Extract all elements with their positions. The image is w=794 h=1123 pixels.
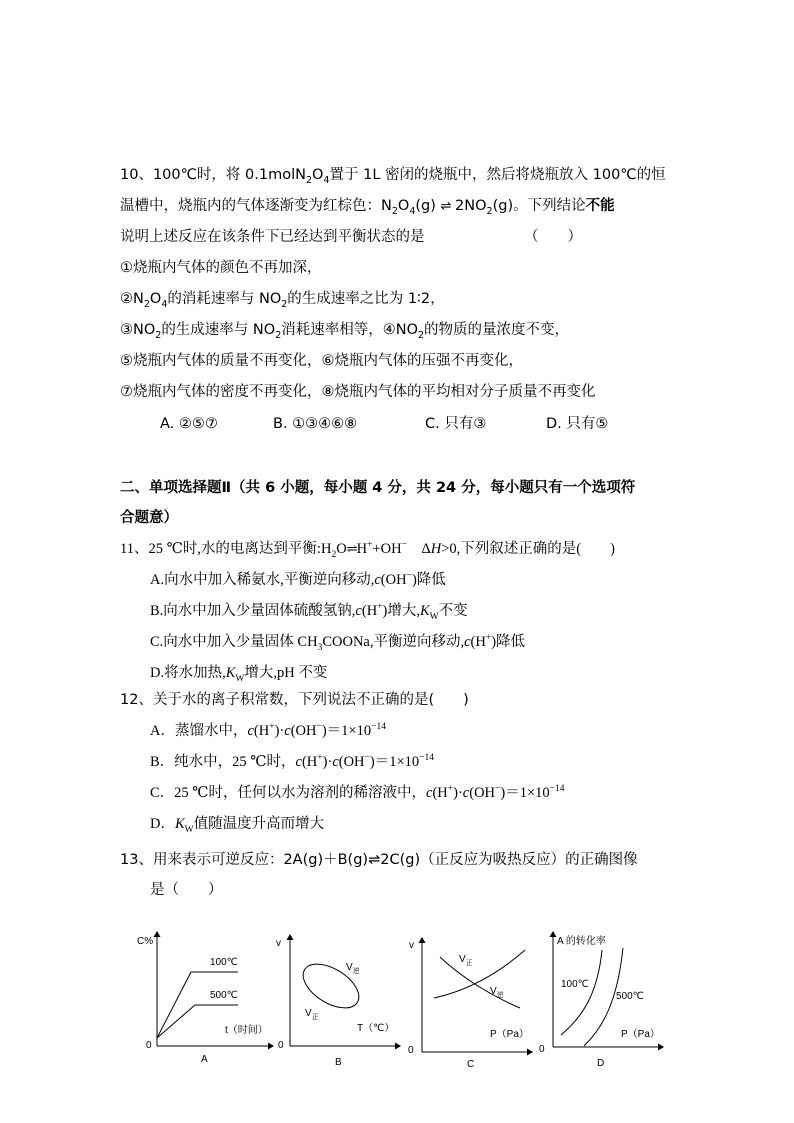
graph-d-caption: D (597, 1058, 605, 1069)
equilibrium-arrow-icon: ⇌ (346, 541, 357, 556)
graph-b-vni: $V_逆$ (346, 962, 360, 975)
graph-a-label-100: 100℃ (210, 957, 238, 968)
q11-stem: 11、25 ℃时,水的电离达到平衡$:H_2O\rightleftharpoons H^++OH^-$ ΔH>0,下列叙述正确的是( ) (120, 540, 615, 560)
graph-a-ylabel: C% (137, 936, 154, 947)
section-2-heading: 二、单项选择题Ⅱ（共 6 小题，每小题 4 分，共 24 分，每小题只有一个选项符 (120, 480, 636, 496)
graph-d-label-500: 500℃ (616, 991, 644, 1002)
q10-line-2: 温槽中，烧瓶内的气体逐渐变为红棕色：$N_2O_4(g)$ ⇌ $2NO_2(g)$。下列结论不能 (120, 198, 615, 217)
graph-b-caption: B (335, 1057, 342, 1068)
graph-d-origin: 0 (539, 1044, 545, 1055)
graph-c-origin: 0 (408, 1045, 414, 1056)
q12-option-b[interactable]: B．纯水中，25 ℃时，$c(H^+)\cdot c(OH^-)=1\times 10^{-14}$ (150, 753, 435, 770)
q10-line-3: 说明上述反应在该条件下已经达到平衡状态的是 (120, 229, 425, 245)
q10-item-1: ①烧瓶内气体的颜色不再加深， (120, 260, 322, 276)
q10-item-7: ⑦烧瓶内气体的密度不再变化，⑧烧瓶内气体的平均相对分子质量不再变化 (120, 384, 596, 400)
graph-b-vzh: $V_正$ (305, 1008, 319, 1021)
q10-option-a[interactable]: A. ②⑤⑦ (160, 416, 218, 432)
graph-c-caption: C (467, 1059, 475, 1070)
q10-item-3: $③NO_2$的生成速率与 $NO_2$消耗速率相等，$④NO_2$的物质的量浓度不变， (120, 322, 570, 341)
q10-option-d[interactable]: D. 只有⑤ (546, 416, 609, 432)
q10-option-c[interactable]: C. 只有③ (425, 416, 487, 432)
q11-option-c[interactable]: C.向水中加入少量固体 $CH_3COONa$,平衡逆向移动,c(H+)降低 (150, 633, 526, 653)
graph-d-xlabel: P（Pa） (621, 1029, 660, 1040)
q13-line-2: 是（ ） (150, 882, 223, 898)
graph-b-ylabel: v (276, 938, 281, 949)
graph-d (539, 932, 663, 1069)
q13-graphs (0, 920, 794, 1080)
graph-a-xlabel: t（时间） (225, 1025, 268, 1036)
graph-a-label-500: 500℃ (210, 990, 238, 1001)
graph-c-xlabel: P（Pa） (490, 1029, 529, 1040)
equilibrium-arrow-icon: ⇌ (440, 199, 451, 214)
q10-item-5: ⑤烧瓶内气体的质量不再变化，⑥烧瓶内气体的压强不再变化， (120, 353, 523, 369)
graph-c-vni: $V_逆$ (490, 986, 504, 999)
graph-d-curve-100 (561, 950, 602, 1035)
graph-b-xlabel: T（℃） (357, 1023, 395, 1034)
graph-c-ylabel: v (409, 940, 414, 951)
graph-c (408, 938, 532, 1070)
q10-item-2: $②N_2O_4$的消耗速率与 $NO_2$的生成速率之比为 1∶2， (120, 291, 445, 310)
graph-b (276, 935, 400, 1068)
q12-option-a[interactable]: A．蒸馏水中，$c(H^+)\cdot c(OH^-)=1\times 10^{-14}$ (150, 722, 386, 739)
graph-a-origin: 0 (146, 1040, 152, 1051)
q12-stem: 12、关于水的离子积常数，下列说法不正确的是( ) (120, 692, 469, 708)
q10-option-b[interactable]: B. ①③④⑥⑧ (273, 416, 358, 432)
graph-d-ylabel: A 的转化率 (557, 936, 606, 947)
graph-c-curve-zheng (434, 950, 525, 998)
graph-a (137, 932, 273, 1065)
q13-line-1: 13、用来表示可逆反应：2A(g)＋B(g)⇌2C(g)（正反应为吸热反应）的正确图像 (120, 852, 638, 868)
q10-answer-paren: （ ） (524, 229, 582, 245)
section-2-heading-cont: 合题意） (120, 510, 178, 526)
q10-line-1: 10、100℃时，将 $0.1molN_2O_4$置于 1L 密闭的烧瓶中，然后将烧瓶放入 100℃的恒 (120, 167, 666, 186)
graph-d-label-100: 100℃ (561, 979, 589, 990)
q11-option-a[interactable]: A.向水中加入稀氨水,平衡逆向移动,c(OH−)降低 (150, 571, 446, 588)
q12-option-c[interactable]: C．25 ℃时，任何以水为溶剂的稀溶液中，$c(H^+)\cdot c(OH^-)=1\times 10^{-14}$ (150, 784, 565, 801)
graph-c-vzh: $V_正$ (459, 954, 473, 967)
graph-c-curve-ni (440, 957, 520, 1008)
graph-b-origin: 0 (278, 1040, 284, 1051)
graph-a-caption: A (201, 1054, 208, 1065)
q12-option-d[interactable]: D．$K_W$值随温度升高而增大 (150, 816, 325, 835)
q11-option-d[interactable]: D.将水加热$,K_W$增大,pH 不变 (150, 665, 328, 684)
q11-option-b[interactable]: B.向水中加入少量固体硫酸氢钠,c(H+)增大$,K_W$不变 (150, 602, 468, 622)
